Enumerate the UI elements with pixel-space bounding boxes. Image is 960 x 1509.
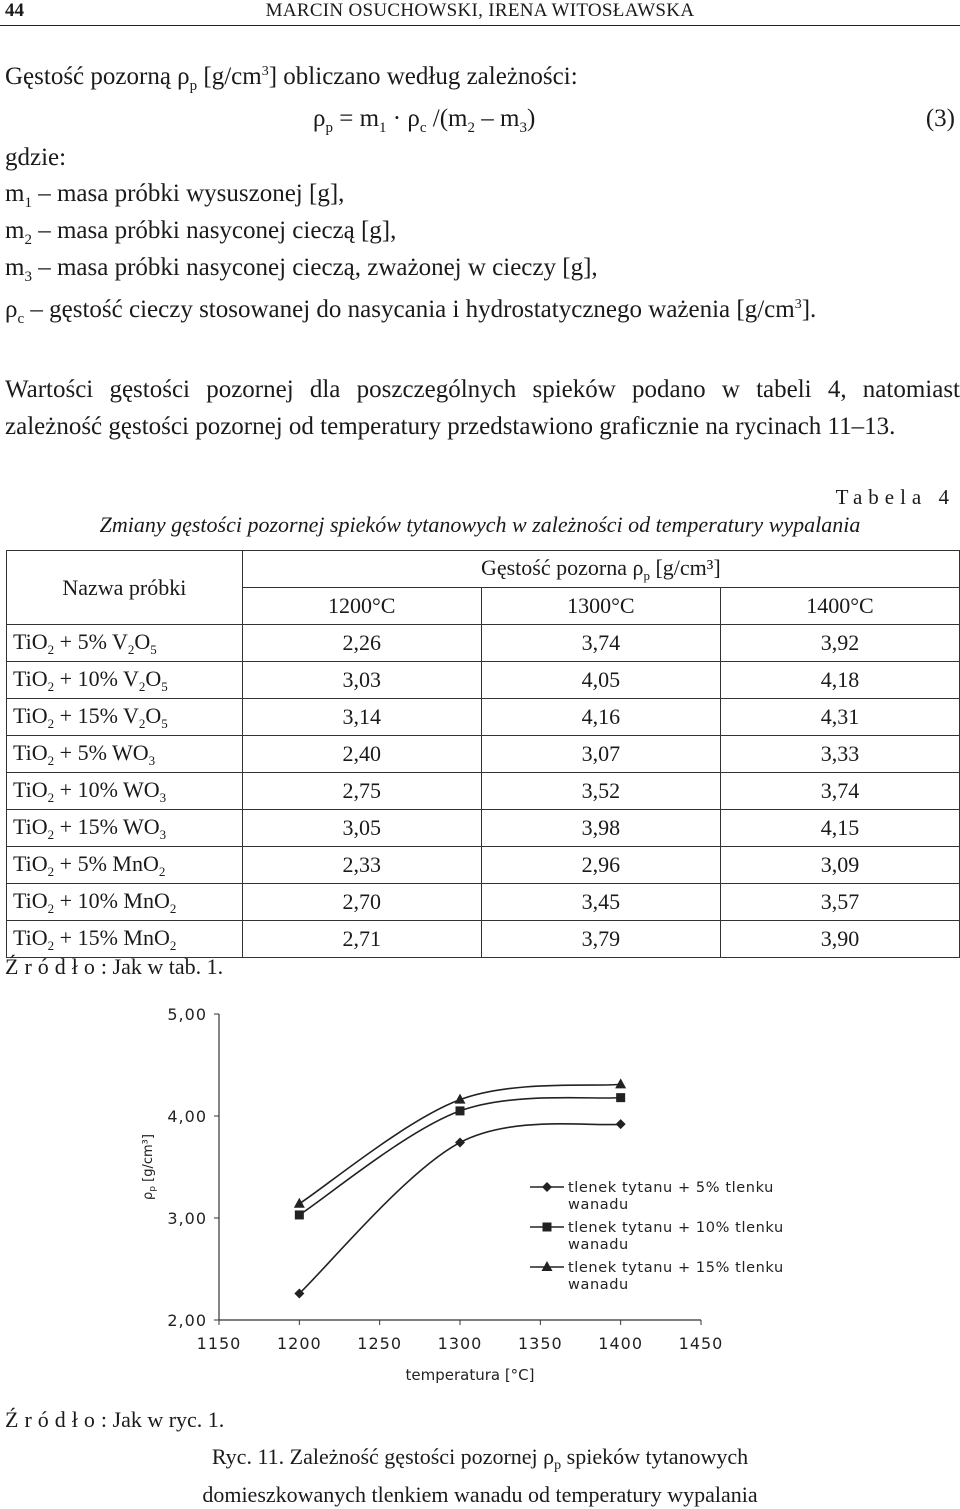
density-value: 2,96 <box>481 847 720 884</box>
table-row <box>7 921 960 958</box>
x-tick-label: 1200 <box>276 1334 322 1353</box>
density-value: 4,05 <box>481 662 720 699</box>
sample-name: TiO$_2$ + 5% $V_2O_5$ <box>7 625 243 662</box>
running-header <box>0 0 960 22</box>
temp-header: 1200°C <box>242 588 481 625</box>
table-header-row <box>7 551 960 588</box>
equation-number: (3) <box>925 105 955 132</box>
x-tick-label: 1350 <box>517 1334 563 1353</box>
table-row <box>7 884 960 921</box>
x-tick-label: 1150 <box>196 1334 242 1353</box>
table-row <box>7 810 960 847</box>
table-row <box>7 736 960 773</box>
data-point <box>615 1078 626 1088</box>
x-tick-label: 1300 <box>437 1334 483 1353</box>
density-value: 2,33 <box>242 847 481 884</box>
density-value: 2,75 <box>242 773 481 810</box>
sample-name: TiO$_2$ + 10% MnO$_2$ <box>7 884 243 921</box>
density-value: 4,16 <box>481 699 720 736</box>
definition-m3: $m_3$ – masa próbki nasyconej cieczą, zważonej w cieczy [g], <box>5 254 598 285</box>
figure-caption-line-1: Ryc. 11. Zależność gęstości pozornej $\rho_p$ spieków tytanowych <box>211 1444 749 1473</box>
sample-name: TiO$_2$ + 5% $WO_3$ <box>7 736 243 773</box>
table-row <box>7 773 960 810</box>
sample-name: TiO$_2$ + 15% $WO_3$ <box>7 810 243 847</box>
density-value: 2,26 <box>242 625 481 662</box>
density-value: 3,90 <box>720 921 959 958</box>
density-value: 3,33 <box>720 736 959 773</box>
y-tick-label: 5,00 <box>167 1005 207 1024</box>
sample-name: TiO$_2$ + 5% MnO$_2$ <box>7 847 243 884</box>
density-value: 3,57 <box>720 884 959 921</box>
page-number: 44 <box>5 0 24 21</box>
temp-header: 1300°C <box>481 588 720 625</box>
x-tick-label: 1250 <box>357 1334 403 1353</box>
name-header: Nazwa próbki <box>7 551 243 625</box>
where-label: gdzie: <box>5 144 67 171</box>
density-value: 4,15 <box>720 810 959 847</box>
density-value: 2,71 <box>242 921 481 958</box>
sample-name: TiO$_2$ + 15% MnO$_2$ <box>7 921 243 958</box>
density-value: 3,03 <box>242 662 481 699</box>
y-tick-label: 2,00 <box>167 1311 207 1330</box>
density-value: 3,45 <box>481 884 720 921</box>
intro-line: Gęstość pozorną $\rho_p$ $[g/cm^3]$ obliczano według zależności: <box>5 63 578 94</box>
data-point <box>456 1106 465 1115</box>
density-value: 3,05 <box>242 810 481 847</box>
data-point <box>616 1093 625 1102</box>
sample-name: TiO$_2$ + 15% $V_2O_5$ <box>7 699 243 736</box>
y-axis-label: $\rho_p$ [g/cm³] <box>141 1134 158 1200</box>
temp-header: 1400°C <box>720 588 959 625</box>
density-value: 2,70 <box>242 884 481 921</box>
table-row <box>7 847 960 884</box>
density-value: 3,92 <box>720 625 959 662</box>
table-source: Źródło: Jak w tab. 1. <box>5 954 224 979</box>
density-value: 3,14 <box>242 699 481 736</box>
y-tick-label: 4,00 <box>167 1107 207 1126</box>
x-axis-label: temperatura [°C] <box>405 1366 535 1384</box>
definition-rho-c: $\rho_c$ – gęstość cieczy stosowanej do nasycania i hydrostatycznego ważenia $[g/cm^3]$. <box>5 296 817 327</box>
density-value: 3,74 <box>720 773 959 810</box>
legend-marker <box>542 1261 553 1271</box>
x-tick-label: 1400 <box>598 1334 644 1353</box>
definition-m2: $m_2$ – masa próbki nasyconej cieczą [g], <box>5 217 397 248</box>
density-value: 2,40 <box>242 736 481 773</box>
header-rule <box>0 25 960 26</box>
legend-label: tlenek tytanu + 15% tlenku <box>568 1260 784 1276</box>
density-value: 3,07 <box>481 736 720 773</box>
x-tick-label: 1450 <box>678 1334 724 1353</box>
density-value: 3,74 <box>481 625 720 662</box>
data-point <box>616 1119 626 1129</box>
density-group-header: Gęstość pozorna $\rho_p$ [g/cm³] <box>242 551 959 588</box>
legend-label: wanadu <box>568 1237 629 1253</box>
y-tick-label: 3,00 <box>167 1209 207 1228</box>
legend-marker <box>542 1182 552 1192</box>
density-value: 4,31 <box>720 699 959 736</box>
definition-m1: $m_1$ – masa próbki wysuszonej [g], <box>5 180 345 211</box>
data-point <box>295 1210 304 1219</box>
table-row <box>7 699 960 736</box>
figure-source: Źródło: Jak w ryc. 1. <box>5 1407 225 1432</box>
body-paragraph: Wartości gęstości pozornej dla poszczególnych spieków podano w tabeli 4, natomiast zależność gęstości pozornej od temperatury przedstawiono graficznie na rycinach 11–13. <box>5 376 960 440</box>
density-chart <box>0 995 960 1395</box>
table-caption: Zmiany gęstości pozornej spieków tytanowych w zależności od temperatury wypalania <box>99 512 861 537</box>
data-point <box>294 1198 305 1208</box>
legend-label: tlenek tytanu + 10% tlenku <box>568 1220 784 1236</box>
table-row <box>7 662 960 699</box>
legend-label: wanadu <box>568 1277 629 1293</box>
legend-marker <box>543 1223 552 1232</box>
sample-name: TiO$_2$ + 10% $V_2O_5$ <box>7 662 243 699</box>
figure-caption-line-2: domieszkowanych tlenkiem wanadu od temperatury wypalania <box>202 1482 758 1507</box>
running-head-authors: MARCIN OSUCHOWSKI, IRENA WITOSŁAWSKA <box>265 0 695 21</box>
table-row <box>7 625 960 662</box>
formula-3: $\rho_p = m_1 \cdot \rho_c$ $/(m_2 - m_3)$ <box>313 105 536 136</box>
data-point <box>455 1138 465 1148</box>
density-value: 4,18 <box>720 662 959 699</box>
sample-name: TiO$_2$ + 10% $WO_3$ <box>7 773 243 810</box>
density-value: 3,09 <box>720 847 959 884</box>
density-value: 3,52 <box>481 773 720 810</box>
density-value: 3,98 <box>481 810 720 847</box>
density-value: 3,79 <box>481 921 720 958</box>
legend-label: wanadu <box>568 1197 629 1213</box>
legend-label: tlenek tytanu + 5% tlenku <box>568 1180 774 1196</box>
density-table <box>6 550 960 958</box>
table-label: Tabela 4 <box>835 485 955 509</box>
